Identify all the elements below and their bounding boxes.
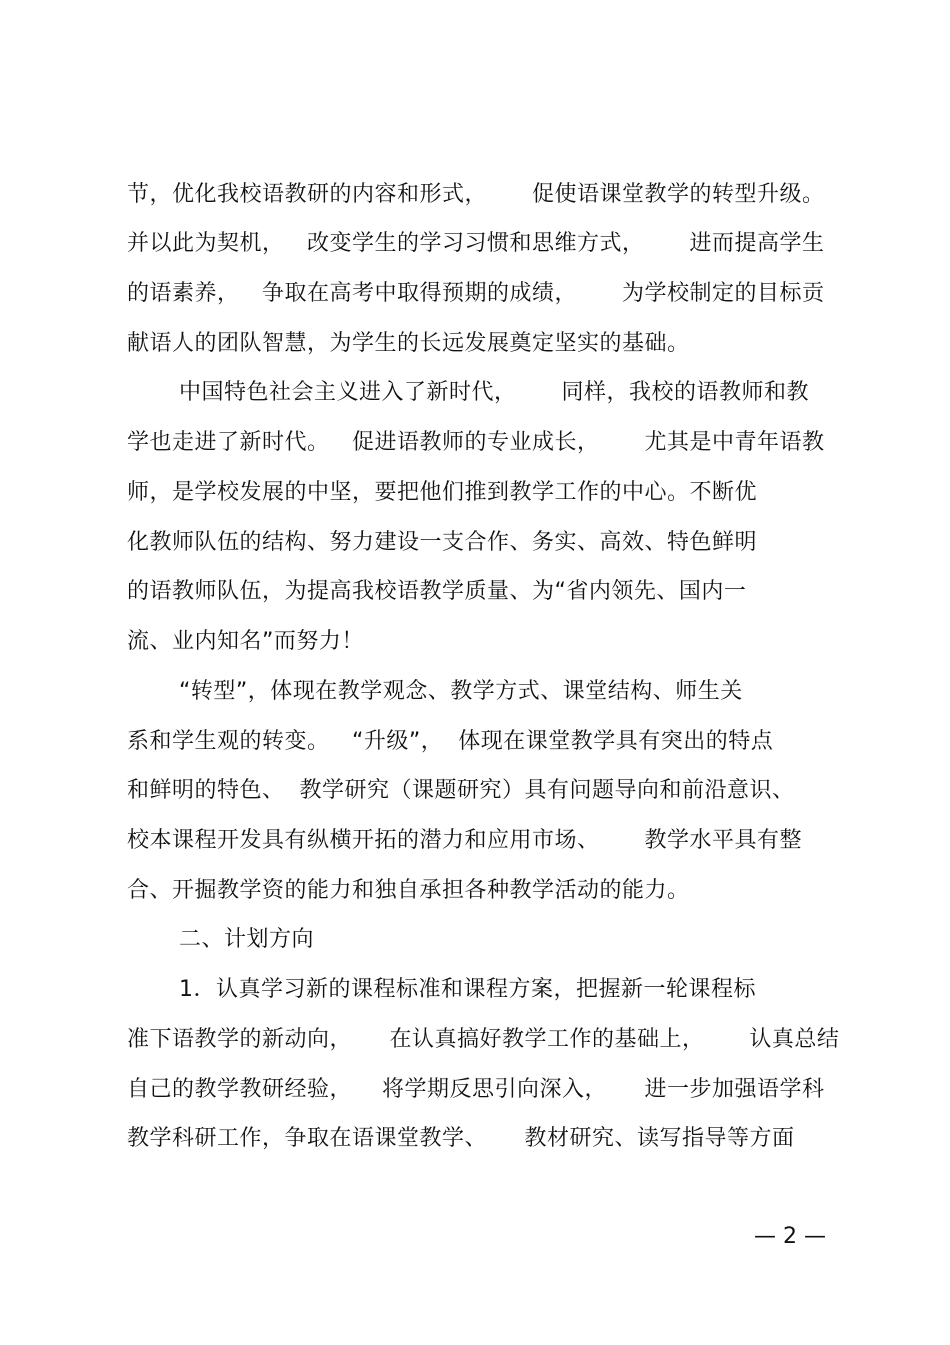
body-text-line: 系和学生观的转变。 “升级”， 体现在课堂教学具有突出的特点 xyxy=(127,729,774,754)
body-text-line: 献语人的团队智慧，为学生的长远发展奠定坚实的基础。 xyxy=(127,331,690,356)
body-text-line: 合、开掘教学资的能力和独自承担各种教学活动的能力。 xyxy=(127,878,690,903)
body-text-line: 师，是学校发展的中坚，要把他们推到教学工作的中心。不断优 xyxy=(127,480,758,505)
section-heading: 二、计划方向 xyxy=(179,927,315,952)
body-text-line: 节，优化我校语教研的内容和形式， 促使语课堂教学的转型升级。 xyxy=(127,182,825,207)
body-text-line: 并以此为契机， 改变学生的学习习惯和思维方式， 进而提高学生 xyxy=(127,231,825,256)
body-text-line: 准下语教学的新动向， 在认真搞好教学工作的基础上， 认真总结 xyxy=(127,1027,840,1052)
page-number: — 2 — xyxy=(754,1224,826,1249)
body-text-line: “转型”，体现在教学观念、教学方式、课堂结构、师生关 xyxy=(179,679,743,704)
body-text-line: 的语素养， 争取在高考中取得预期的成绩， 为学校制定的目标贡 xyxy=(127,281,825,306)
body-text-line: 化教师队伍的结构、努力建设一支合作、务实、高效、特色鲜明 xyxy=(127,530,758,555)
body-text-line: 教学科研工作，争取在语课堂教学、 教材研究、读写指导等方面 xyxy=(127,1126,795,1151)
body-text-line: 的语教师队伍，为提高我校语教学质量、为“省内领先、国内一 xyxy=(127,579,747,604)
body-text-line: 校本课程开发具有纵横开拓的潜力和应用市场、 教学水平具有整 xyxy=(127,828,802,853)
body-text-line: 流、业内知名”而努力！ xyxy=(127,629,364,654)
body-text-line: 自己的教学教研经验， 将学期反思引向深入， 进一步加强语学科 xyxy=(127,1077,825,1102)
body-text-line: 学也走进了新时代。 促进语教师的专业成长， 尤其是中青年语教 xyxy=(127,430,825,455)
body-text-line: 和鲜明的特色、 教学研究（课题研究）具有问题导向和前沿意识、 xyxy=(127,778,795,803)
body-text-line: 1．认真学习新的课程标准和课程方案，把握新一轮课程标 xyxy=(179,977,756,1002)
body-text-line: 中国特色社会主义进入了新时代， 同样，我校的语教师和教 xyxy=(179,380,809,405)
